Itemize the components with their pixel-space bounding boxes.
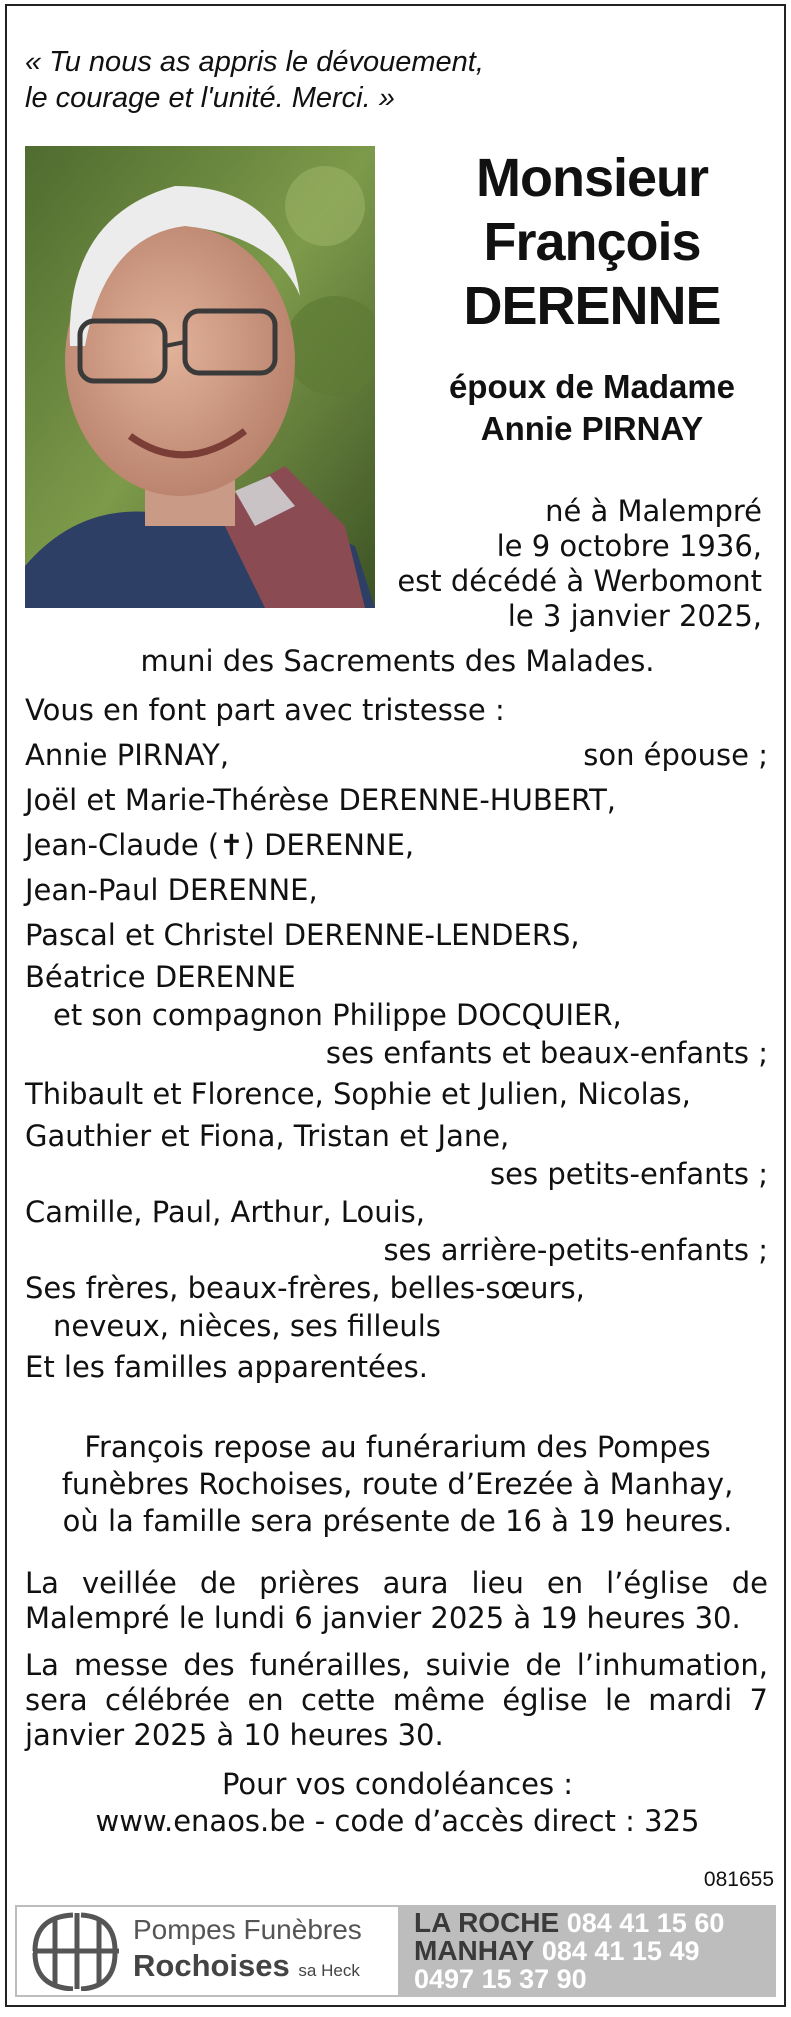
family-name: Annie PIRNAY, (25, 738, 230, 772)
family-row: neveux, nièces, ses filleuls (53, 1309, 441, 1343)
vigil-info: La veillée de prières aura lieu en l’église de Malempré le lundi 6 janvier 2025 à 19 heures 30. (25, 1566, 768, 1635)
announcement-intro: Vous en font part avec tristesse : (25, 693, 505, 727)
contact-row (414, 1937, 724, 1965)
birth-line: né à Malempré (545, 494, 762, 528)
family-list (25, 688, 768, 1390)
obituary-notice (5, 4, 786, 2007)
family-row: Gauthier et Fiona, Tristan et Jane, (25, 1119, 510, 1153)
logo-brand: Rochoises (133, 1947, 290, 1983)
sacraments-line: muni des Sacrements des Malades. (140, 644, 655, 678)
last-name: DERENNE (463, 276, 721, 336)
funerarium-line: où la famille sera présente de 16 à 19 heures. (62, 1504, 733, 1538)
family-row: et son compagnon Philippe DOCQUIER, (53, 998, 622, 1032)
quote-line: « Tu nous as appris le dévouement, (25, 46, 484, 78)
funerarium-info (7, 1429, 788, 1540)
deceased-name-block (402, 146, 782, 450)
family-row: Ses frères, beaux-frères, belles-sœurs, (25, 1271, 585, 1305)
funeral-home-banner (15, 1905, 776, 1997)
mobile-phone[interactable]: 0497 15 37 90 (414, 1964, 587, 1994)
family-row: Pascal et Christel DERENNE-LENDERS, (25, 918, 580, 952)
portrait-photo (25, 146, 375, 608)
contact-row (414, 1909, 724, 1937)
contact-city: MANHAY (414, 1935, 535, 1966)
logo-line (133, 1947, 362, 1990)
logo-suffix: sa Heck (298, 1960, 360, 1980)
family-role: ses petits-enfants ; (490, 1157, 768, 1191)
contact-phone[interactable]: 084 41 15 60 (566, 1908, 725, 1938)
logo-text (133, 1913, 362, 1990)
logo-line: Pompes Funèbres (133, 1913, 362, 1945)
family-row: Thibault et Florence, Sophie et Julien, Nicolas, (25, 1077, 691, 1111)
birth-death-details (342, 494, 762, 634)
family-row: Jean-Claude (✝) DERENNE, (25, 828, 415, 862)
family-row: Béatrice DERENNE (25, 960, 296, 994)
condolences-info (7, 1766, 788, 1840)
family-row-spouse (25, 733, 768, 778)
death-line: le 3 janvier 2025, (507, 599, 762, 633)
family-row: Camille, Paul, Arthur, Louis, (25, 1195, 425, 1229)
family-row: Jean-Paul DERENNE, (25, 873, 318, 907)
reference-number: 081655 (703, 1868, 774, 1891)
contact-phone[interactable]: 084 41 15 49 (541, 1936, 700, 1966)
family-row: Joël et Marie-Thérèse DERENNE-HUBERT, (25, 783, 617, 817)
condolences-label: Pour vos condoléances : (221, 1767, 574, 1801)
family-role: son épouse ; (583, 738, 768, 772)
family-row: Et les familles apparentées. (25, 1350, 428, 1384)
first-name: François (483, 212, 701, 272)
contact-city: LA ROCHE (414, 1907, 560, 1938)
funerarium-line: François repose au funérarium des Pompes (84, 1430, 711, 1464)
family-role: ses arrière-petits-enfants ; (383, 1233, 768, 1267)
birth-line: le 9 octobre 1936, (496, 529, 762, 563)
title-label: Monsieur (475, 148, 709, 208)
spouse-line: Annie PIRNAY (480, 410, 704, 447)
funeral-home-logo (15, 1905, 400, 1997)
quote-line: le courage et l'unité. Merci. » (25, 82, 395, 114)
epigraph-quote (25, 44, 484, 116)
funerarium-line: funèbres Rochoises, route d’Erezée à Manhay, (61, 1467, 734, 1501)
contact-numbers (400, 1905, 724, 1997)
family-role: ses enfants et beaux-enfants ; (325, 1036, 768, 1070)
spouse-line: époux de Madame (448, 368, 736, 405)
service-details (25, 1566, 768, 1765)
condolences-link[interactable]: www.enaos.be - code d’accès direct : 325 (95, 1804, 700, 1838)
mass-info: La messe des funérailles, suivie de l’inhumation, sera célébrée en cette même église le mardi 7 janvier 2025 à 10 heures 30. (25, 1648, 768, 1752)
spouse-mention (402, 366, 782, 450)
death-line: est décédé à Werbomont (397, 564, 762, 598)
cross-logo-icon (25, 1911, 125, 1991)
